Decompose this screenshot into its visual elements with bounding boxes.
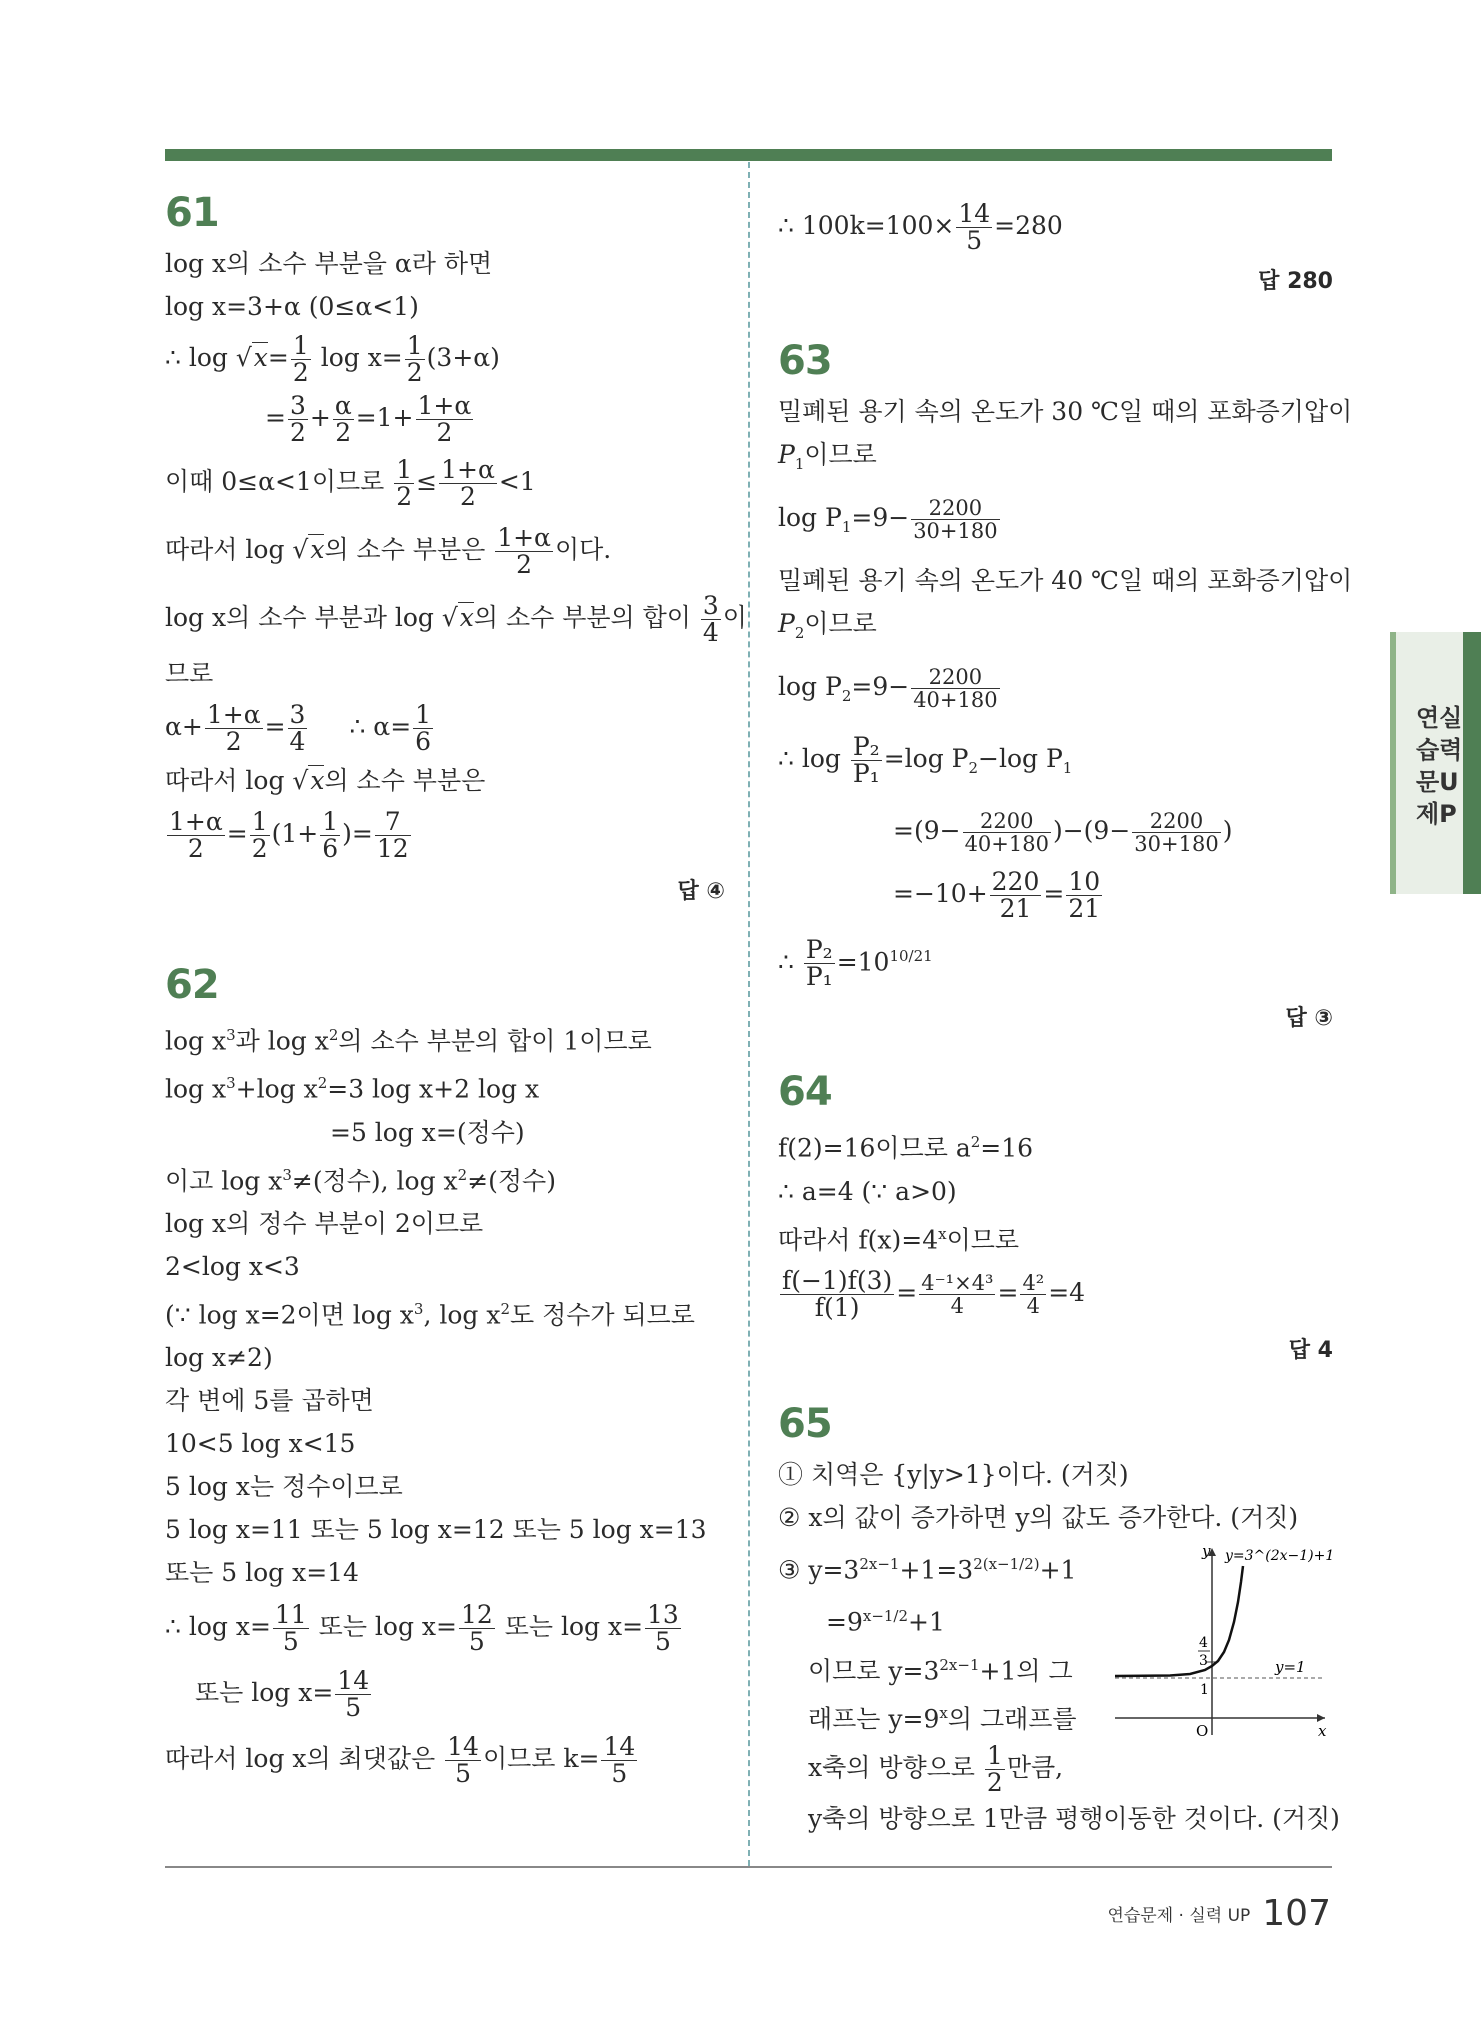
- line: =−10+ $\frac{220}{21}$ = $\frac{10}{21}$: [893, 866, 1101, 923]
- curve: [1115, 1566, 1243, 1676]
- page-number: 107: [1262, 1893, 1331, 1934]
- text: ∴ log: [165, 343, 236, 372]
- bottom-rule: [165, 1866, 1332, 1868]
- line: $\frac{1+\alpha}{2}$ = $\frac{1}{2}$ (1+ $\frac{1}{6}$ )= $\frac{7}{12}$: [169, 806, 409, 863]
- line: ∴ log $\frac{\text{P₂}}{\text{P₁}}$ =log $P_2-\log$ $P_1$: [778, 731, 1073, 788]
- fraction: $\frac{1}{2}$: [292, 330, 309, 387]
- side-tab-line: 제P: [1416, 800, 1457, 828]
- fraction: $\frac{\text{4⁻¹×4³}}{4}$: [921, 1270, 994, 1318]
- fraction: $\frac{\text{4²}}{4}$: [1022, 1270, 1045, 1318]
- tick-label-4: 4: [1199, 1635, 1208, 1651]
- line: ② x의 값이 증가하면 y의 값도 증가한다. (거짓): [778, 1502, 1299, 1532]
- line: = $\frac{3}{2}$ + $\frac{\alpha}{2}$ =1+ $\frac{1+\alpha}{2}$: [265, 390, 472, 447]
- fraction: $\frac{\text{P₂}}{\text{P₁}}$: [805, 935, 833, 992]
- fraction: $\frac{2200}{30+180}$: [1134, 808, 1219, 856]
- fraction: $\frac{14}{5}$: [958, 198, 991, 255]
- line: 따라서 log x의 최댓값은 $\frac{14}{5}$ 이므로 k= $\frac{14}{5}$: [165, 1732, 636, 1789]
- tick-label-3: 3: [1199, 1653, 1208, 1669]
- asymptote-label: y=1: [1275, 1658, 1306, 1676]
- side-tab-stripe: [1463, 632, 1481, 894]
- line: log x=3+α (0≤α<1): [165, 292, 419, 321]
- side-tab-line: 문U: [1416, 768, 1459, 796]
- fraction: $\frac{14}{5}$: [337, 1666, 370, 1723]
- side-tab-line: 습력: [1416, 736, 1463, 764]
- fraction: $\frac{1+\alpha}{2}$: [417, 390, 472, 447]
- line: ∴ log x= $\frac{11}{5}$ 또는 log x= $\frac{12}{5}$ 또는 log x= $\frac{13}{5}$: [165, 1600, 679, 1657]
- line: y축의 방향으로 1만큼 평행이동한 것이다. (거짓): [808, 1803, 1340, 1833]
- line: =(9− $\frac{2200}{40+180}$ )−(9− $\frac{2200}{30+180}$ ): [893, 808, 1233, 856]
- text: x: [253, 343, 268, 372]
- origin-label: O: [1196, 1722, 1209, 1740]
- left-column: [165, 190, 747, 1792]
- line: ∴ 100k=100× $\frac{14}{5}$ =280: [778, 198, 1063, 255]
- line: $\frac{f(-1)f(3)}{f(1)}$ = $\frac{\text{4⁻¹×4³}}{4}$ = $\frac{\text{4²}}{4}$ =4: [782, 1265, 1086, 1322]
- line: 따라서 log √x의 소수 부분은: [165, 766, 486, 795]
- problem-number: 63: [778, 338, 832, 384]
- fraction: $\frac{1}{2}$: [396, 454, 413, 511]
- line: 각 변에 5를 곱하면: [165, 1386, 374, 1416]
- exponential-graph: [1110, 1540, 1335, 1740]
- line: $P_2$이므로: [778, 609, 877, 642]
- line: 므로: [165, 659, 214, 688]
- answer: 답 ③: [1285, 1006, 1333, 1032]
- line: 이고 $\log x^3\ne$(정수), $\log x^2\ne$(정수): [165, 1165, 556, 1195]
- x-axis-arrow: [1317, 1714, 1325, 1722]
- top-green-bar: [165, 149, 1332, 161]
- fraction: $\frac{12}{5}$: [460, 1600, 493, 1657]
- fraction: $\frac{11}{5}$: [274, 1600, 307, 1657]
- fraction: $\frac{2200}{40+180}$: [913, 664, 998, 712]
- text: (3+α): [426, 343, 500, 372]
- fraction: $\frac{2200}{40+180}$: [964, 808, 1049, 856]
- line: $\log P_1=9-$ $\frac{2200}{30+180}$: [778, 495, 998, 543]
- fraction: $\frac{7}{12}$: [376, 806, 409, 863]
- fraction: $\frac{2200}{30+180}$: [913, 495, 998, 543]
- line: α+ $\frac{1+\alpha}{2}$ = $\frac{3}{4}$ ∴ α= $\frac{1}{6}$: [165, 699, 432, 756]
- line: 이때 0≤α<1이므로 $\frac{1}{2}$ ≤ $\frac{1+\alpha}{2}$ <1: [165, 454, 536, 511]
- line: $=9^{x-1/2}+1$: [826, 1607, 945, 1637]
- problem-number: 62: [165, 962, 219, 1008]
- fraction: $\frac{1+\alpha}{2}$: [206, 699, 261, 756]
- problem-62-continued: [778, 196, 1333, 302]
- answer: 답 280: [1258, 269, 1333, 294]
- line: $\log x^3+\log$ $x^2=3$ log x+2 log x: [165, 1074, 540, 1104]
- line: $\log x^3$과 $\log x^2$의 소수 부분의 합이 1이므로: [165, 1026, 652, 1056]
- problem-number: 65: [778, 1400, 832, 1447]
- line: 밀폐된 용기 속의 온도가 40 ℃일 때의 포화증기압이: [778, 566, 1353, 595]
- side-tab-line: 연실: [1416, 704, 1463, 732]
- line: ∴ a=4 (∵ a>0): [778, 1176, 957, 1206]
- fraction: $\frac{\alpha}{2}$: [334, 390, 352, 447]
- problem-63: [778, 338, 1353, 1039]
- line: log x의 소수 부분을 α라 하면: [165, 249, 493, 278]
- side-tab: [1390, 632, 1481, 894]
- problem-number: 61: [165, 190, 219, 236]
- fraction: $\frac{1+\alpha}{2}$: [441, 454, 495, 511]
- problem-62: [165, 962, 725, 1792]
- fraction: $\frac{1}{2}$: [406, 330, 423, 387]
- line: ∴ log √x= $\frac{1}{2}$ log x= $\frac{1}{2}$ (3+α): [165, 330, 500, 387]
- fraction: $\frac{220}{21}$: [991, 866, 1040, 923]
- line: 5 log x는 정수이므로: [165, 1472, 403, 1502]
- problem-64: [778, 1069, 1333, 1371]
- problem-number: 64: [778, 1069, 832, 1116]
- line: 10<5 log x<15: [165, 1429, 356, 1459]
- line: 또는 5 log x=14: [165, 1558, 359, 1588]
- line: 따라서 log √x의 소수 부분은 $\frac{1+\alpha}{2}$ 이다.: [165, 522, 612, 579]
- line: 래프는 $y=9^x$의 그래프를: [808, 1703, 1077, 1734]
- answer: 답 ④: [677, 879, 725, 904]
- line: 이므로 $y=3^{2x-1}+1$의 그: [808, 1655, 1073, 1685]
- line: ③ $y=3^{2x-1}+1=3^{2(x-1/2)}+1$: [778, 1554, 1077, 1585]
- fraction: $\frac{1+\alpha}{2}$: [497, 522, 551, 579]
- fraction: $\frac{13}{5}$: [647, 1600, 679, 1657]
- x-axis-label: x: [1318, 1722, 1327, 1740]
- answer: 답 4: [1288, 1337, 1333, 1363]
- line: ∴ $\frac{\text{P₂}}{\text{P₁}}$ $=10^{10/21}$: [778, 935, 933, 992]
- fraction: $\frac{14}{5}$: [447, 1732, 479, 1789]
- footer-label: 연습문제 · 실력 UP: [1107, 1906, 1251, 1926]
- line: 2<log x<3: [165, 1251, 300, 1281]
- curve-label: y=3^(2x−1)+1: [1225, 1548, 1335, 1564]
- line: log x의 정수 부분이 2이므로: [165, 1208, 484, 1238]
- line: (∵ log x=2이면 $\log x^3$, $\log x^2$도 정수가 되므로: [165, 1299, 695, 1330]
- line: x축의 방향으로 $\frac{1}{2}$ 만큼,: [808, 1741, 1064, 1798]
- fraction: $\frac{14}{5}$: [603, 1732, 636, 1789]
- fraction: $\frac{3}{4}$: [289, 699, 306, 756]
- tick-label-1: 1: [1200, 1682, 1209, 1698]
- text: =: [267, 343, 289, 372]
- line: log x의 소수 부분과 log √x의 소수 부분의 합이 $\frac{3}{4}$ 이: [165, 590, 747, 647]
- y-axis-label: y: [1202, 1542, 1211, 1560]
- line: 또는 log x= $\frac{14}{5}$: [195, 1666, 370, 1723]
- line: 밀폐된 용기 속의 온도가 30 ℃일 때의 포화증기압이: [778, 397, 1353, 426]
- line: $\log P_2=9-$ $\frac{2200}{40+180}$: [778, 664, 998, 712]
- fraction: $\frac{1}{2}$: [986, 1741, 1003, 1798]
- line: 5 log x=11 또는 5 log x=12 또는 5 log x=13: [165, 1515, 707, 1545]
- column-divider: [748, 162, 750, 1866]
- side-tab-text: [1416, 702, 1462, 830]
- page-footer: [1107, 1893, 1331, 1934]
- text: log x=: [312, 343, 403, 372]
- line: f(2)=16이므로 $a^2=16$: [778, 1133, 1034, 1163]
- line: ① 치역은 {y|y>1}이다. (거짓): [778, 1459, 1129, 1489]
- fraction: $\frac{1}{6}$: [415, 699, 432, 756]
- fraction: $\frac{f(-1)f(3)}{f(1)}$: [782, 1265, 893, 1322]
- fraction: $\frac{3}{2}$: [289, 390, 306, 447]
- fraction: $\frac{1+\alpha}{2}$: [169, 806, 223, 863]
- fraction: $\frac{1}{2}$: [251, 806, 268, 863]
- line: =5 log x=(정수): [330, 1117, 525, 1147]
- fraction: $\frac{3}{4}$: [702, 590, 719, 647]
- line: log x≠2): [165, 1343, 273, 1373]
- line: 따라서 $f(x)=4^x$이므로: [778, 1224, 1020, 1254]
- fraction: $\frac{\text{P₂}}{\text{P₁}}$: [852, 731, 880, 788]
- fraction: $\frac{1}{6}$: [322, 806, 339, 863]
- fraction: $\frac{10}{21}$: [1068, 866, 1101, 923]
- problem-61: [165, 190, 747, 912]
- line: $P_1$이므로: [778, 440, 877, 473]
